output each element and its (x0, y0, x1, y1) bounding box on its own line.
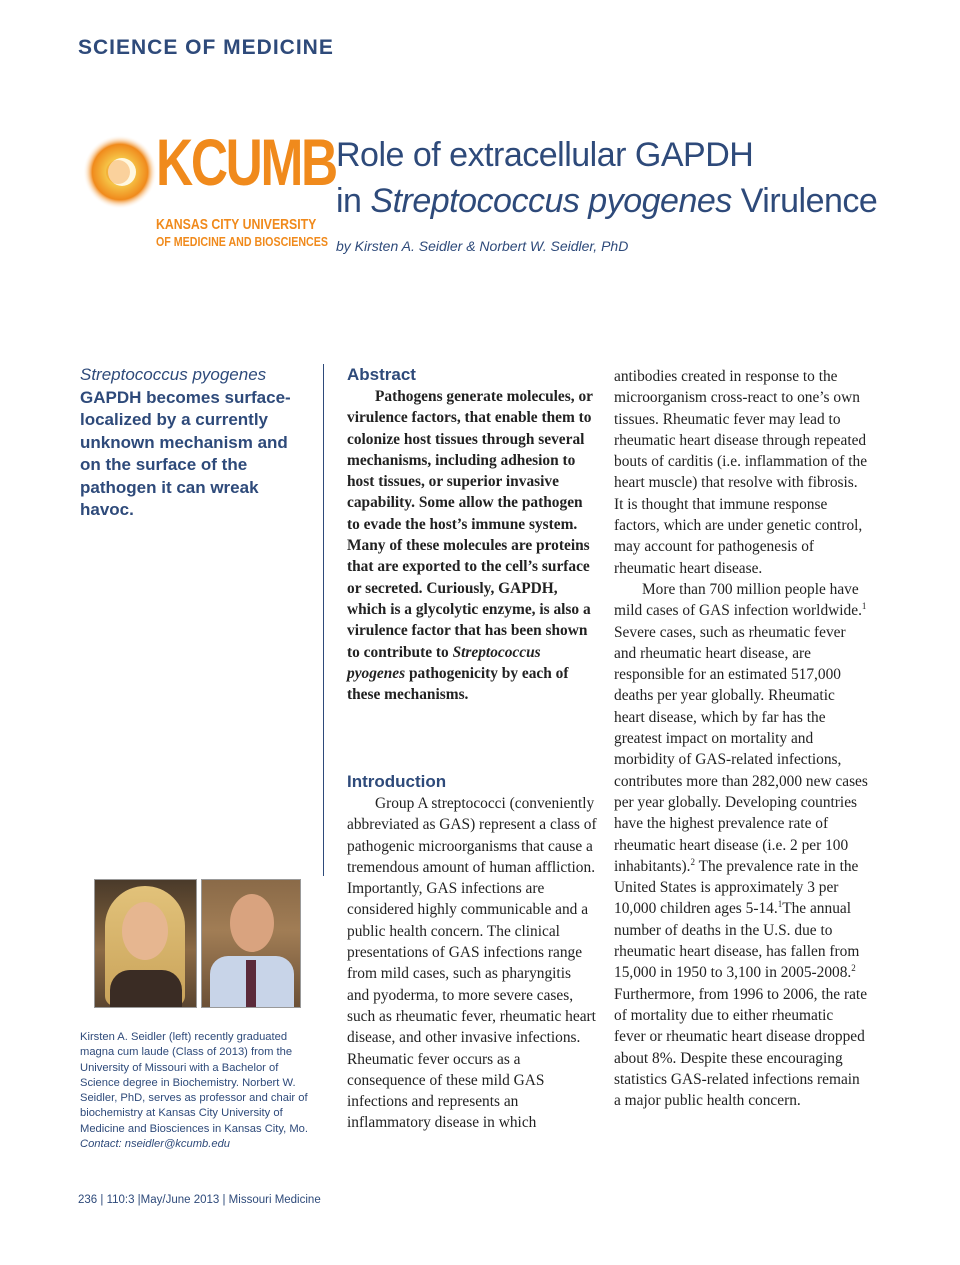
pull-quote (80, 364, 310, 522)
logo-line-1: KANSAS CITY UNIVERSITY (156, 216, 317, 233)
title-prefix: in (336, 182, 371, 220)
author-photo-norbert (201, 879, 301, 1008)
introduction-body: Group A streptococci (conveniently abbreviated as GAS) represent a class of pathogenic microorganisms that cause a tremendous amount of human affliction. Importantly, GAS infections are considered highly communicable and a public health concern. The clinical presentations of GAS infections range from mild cases, such as pharyngitis and pyoderma, to more severe cases, such as rheumatic fever, rheumatic heart disease, and other invasive infections. Rheumatic fever occurs as a consequence of these mild GAS infections and represents an inflammatory disease in which (347, 795, 597, 1132)
title-suffix: Virulence (731, 182, 878, 220)
page-footer: 236 | 110:3 |May/June 2013 | Missouri Medicine (78, 1194, 321, 1206)
abstract-heading: Abstract (347, 365, 416, 384)
section-header: SCIENCE OF MEDICINE (78, 36, 334, 59)
col3-paragraph-2 (614, 579, 868, 1111)
author-photo-kirsten (94, 879, 197, 1008)
byline: by Kirsten A. Seidler & Norbert W. Seidler, PhD (336, 238, 629, 254)
title-species: Streptococcus pyogenes (370, 182, 732, 220)
col3-paragraph-1: antibodies created in response to the microorganism cross-react to one’s own tissues. Rheumatic fever may lead to rheumatic heart disease through repeated bouts of carditis (i.e. inflammation of the heart muscle) that resolve with fibrosis. It is thought that immune response factors, which are under genetic control, may account for pathogenesis of rheumatic heart disease. (614, 368, 868, 577)
column-divider (323, 364, 324, 876)
citation-1: 1 (861, 601, 867, 612)
logo-wordmark: KCUMB (156, 125, 336, 199)
col3-text-b: Severe cases, such as rheumatic fever and rheumatic heart disease, are responsible for an estimated 517,000 deaths per year globally. Rheumatic heart disease, which by far has the greatest impact on mortality and morbidity of GAS-related infections, contributes more than 282,000 new cases per year globally. Developing countries have the highest prevalence rate of rheumatic heart disease (i.e. 2 per 100 inhabitants). (614, 623, 868, 875)
introduction-text (347, 793, 597, 1134)
article-title (336, 132, 936, 224)
citation-4: 2 (851, 963, 856, 974)
abstract-species: Streptococcus pyogenes (347, 643, 541, 682)
pull-quote-species: Streptococcus pyogenes (80, 365, 267, 384)
title-line-2 (336, 178, 936, 224)
logo-line-2: OF MEDICINE AND BIOSCIENCES (156, 234, 328, 249)
col3-text-e: Furthermore, from 1996 to 2006, the rate of mortality due to either rheumatic fever or rheumatic heart disease dropped about 8%. Despite these encouraging statistics GAS-related infections remain a major public health concern. (614, 985, 868, 1110)
citation-3: 1 (777, 899, 783, 910)
col3-text-a: More than 700 million people have mild cases of GAS infection worldwide. (614, 580, 862, 620)
column-three (614, 366, 868, 1111)
caption-text: Kirsten A. Seidler (left) recently graduated magna cum laude (Class of 2013) from the University of Missouri with a Bachelor of Science degree in Biochemistry. Norbert W. Seidler, PhD, serves as professor and chair of biochemistry at Kansas City University of Medicine and Biosciences in Kansas City, Mo. (80, 1031, 308, 1135)
caption-contact: Contact: nseidler@kcumb.edu (80, 1138, 231, 1151)
col3-text-c: The prevalence rate in the United States is approximately 3 per 10,000 children ages 5-14. (614, 857, 859, 918)
kcumb-logo (82, 125, 336, 254)
col3-text-d: The annual number of deaths in the U.S. due to rheumatic heart disease, has fallen from 15,000 in 1950 to 3,100 in 2005-2008. (614, 900, 860, 982)
abstract-body: Pathogens generate molecules, or virulence factors, that enable them to colonize host tissues through several mechanisms, including adhesion to host tissues, or superior invasive capability. Some allow the pathogen to evade the host’s immune system. Many of these molecules are proteins that are exported to the cell’s surface or secreted. Curiously, GAPDH, which is a glycolytic enzyme, is also a virulence factor that has been shown to contribute to (347, 388, 593, 661)
sun-icon (82, 134, 158, 210)
title-line-1: Role of extracellular GAPDH (336, 136, 754, 174)
abstract-text (347, 386, 597, 705)
citation-2: 2 (690, 856, 696, 867)
pull-quote-text: GAPDH becomes surface-localized by a currently unknown mechanism and on the surface of the pathogen it can wreak havoc. (80, 387, 291, 519)
author-caption (80, 1030, 320, 1152)
abstract-end: pathogenicity by each of these mechanisms. (347, 664, 569, 704)
introduction-heading: Introduction (347, 772, 447, 791)
